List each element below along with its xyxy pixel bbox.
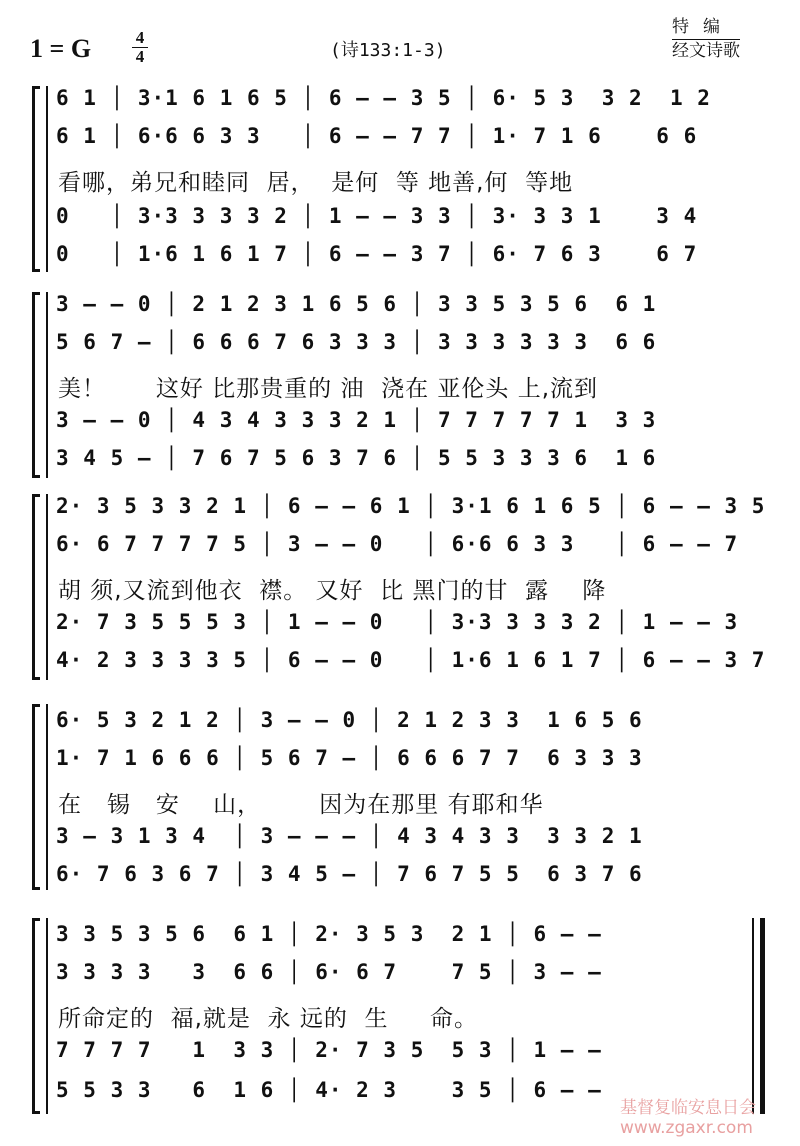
watermark bbox=[620, 1098, 756, 1138]
soprano-line: 3 — — 0 │ 2 1 2 3 1 6 5 6 │ 3 3 5 3 5 6 6 1 bbox=[56, 292, 657, 316]
watermark-url: www.zgaxr.com bbox=[620, 1118, 753, 1138]
soprano-line: 3 3 5 3 5 6 6 1 │ 2· 3 5 3 2 1 │ 6 — — bbox=[56, 922, 602, 946]
alto-line: 5 6 7 — │ 6 6 6 7 6 3 3 3 │ 3 3 3 3 3 3 6 6 bbox=[56, 330, 657, 354]
credit-source: 经文诗歌 bbox=[672, 41, 740, 61]
tenor-line: 0 │ 3·3 3 3 3 2 │ 1 — — 3 3 │ 3· 3 3 1 3 4 bbox=[56, 204, 698, 228]
bass-line: 5 5 3 3 6 1 6 │ 4· 2 3 3 5 │ 6 — — bbox=[56, 1078, 602, 1102]
system-4 bbox=[0, 702, 800, 902]
bass-line: 3 4 5 — │ 7 6 7 5 6 3 7 6 │ 5 5 3 3 3 6 1 6 bbox=[56, 446, 657, 470]
alto-line: 3 3 3 3 3 6 6 │ 6· 6 7 7 5 │ 3 — — bbox=[56, 960, 602, 984]
time-signature bbox=[132, 30, 148, 65]
lyrics-line: 看哪，弟兄和睦同 居， 是何 等 地善,何 等地 bbox=[58, 170, 574, 196]
bass-line: 6· 7 6 3 6 7 │ 3 4 5 — │ 7 6 7 5 5 6 3 7 6 bbox=[56, 862, 643, 886]
credit-arranger: 特编 bbox=[672, 16, 740, 40]
scripture-reference: (诗133:1-3) bbox=[330, 40, 446, 61]
lyrics-line: 美！ 这好 比那贵重的 油 浇在 亚伦头 上,流到 bbox=[58, 376, 599, 402]
soprano-line: 2· 3 5 3 3 2 1 │ 6 — — 6 1 │ 3·1 6 1 6 5 │ 6 — — 3 5 bbox=[56, 494, 766, 518]
lyrics-line: 所命定的 福,就是 永 远的 生 命。 bbox=[58, 1006, 479, 1032]
tenor-line: 3 — 3 1 3 4 │ 3 — — — │ 4 3 4 3 3 3 3 2 1 bbox=[56, 824, 643, 848]
bass-line: 4· 2 3 3 3 3 5 │ 6 — — 0 │ 1·6 1 6 1 7 │ 6 — — 3 7 bbox=[56, 648, 766, 672]
time-sig-bottom: 4 bbox=[135, 47, 145, 66]
watermark-text: 基督复临安息日会 bbox=[620, 1098, 756, 1118]
alto-line: 6· 6 7 7 7 7 5 │ 3 — — 0 │ 6·6 6 3 3 │ 6 — — 7 bbox=[56, 532, 739, 556]
tenor-line: 2· 7 3 5 5 5 3 │ 1 — — 0 │ 3·3 3 3 3 2 │ 1 — — 3 bbox=[56, 610, 739, 634]
bass-line: 0 │ 1·6 1 6 1 7 │ 6 — — 3 7 │ 6· 7 6 3 6 7 bbox=[56, 242, 698, 266]
tenor-line: 7 7 7 7 1 3 3 │ 2· 7 3 5 5 3 │ 1 — — bbox=[56, 1038, 602, 1062]
final-barline-thick bbox=[760, 918, 765, 1114]
tenor-line: 3 — — 0 │ 4 3 4 3 3 3 2 1 │ 7 7 7 7 7 1 3 3 bbox=[56, 408, 657, 432]
credit bbox=[672, 16, 740, 62]
lyrics-line: 胡 须,又流到他衣 襟。 又好 比 黑门的甘 露 降 bbox=[58, 578, 607, 604]
alto-line: 6 1 │ 6·6 6 3 3 │ 6 — — 7 7 │ 1· 7 1 6 6 6 bbox=[56, 124, 698, 148]
system-1 bbox=[0, 78, 800, 278]
system-3 bbox=[0, 492, 800, 692]
final-barline-thin bbox=[752, 918, 754, 1114]
key-signature: 1 = G bbox=[30, 34, 92, 63]
system-2 bbox=[0, 290, 800, 480]
alto-line: 1· 7 1 6 6 6 │ 5 6 7 — │ 6 6 6 7 7 6 3 3 3 bbox=[56, 746, 643, 770]
soprano-line: 6· 5 3 2 1 2 │ 3 — — 0 │ 2 1 2 3 3 1 6 5 6 bbox=[56, 708, 643, 732]
time-sig-top: 4 bbox=[135, 28, 145, 47]
soprano-line: 6 1 │ 3·1 6 1 6 5 │ 6 — — 3 5 │ 6· 5 3 3 2 1 2 bbox=[56, 86, 711, 110]
lyrics-line: 在 锡 安 山， 因为在那里 有耶和华 bbox=[58, 792, 544, 818]
